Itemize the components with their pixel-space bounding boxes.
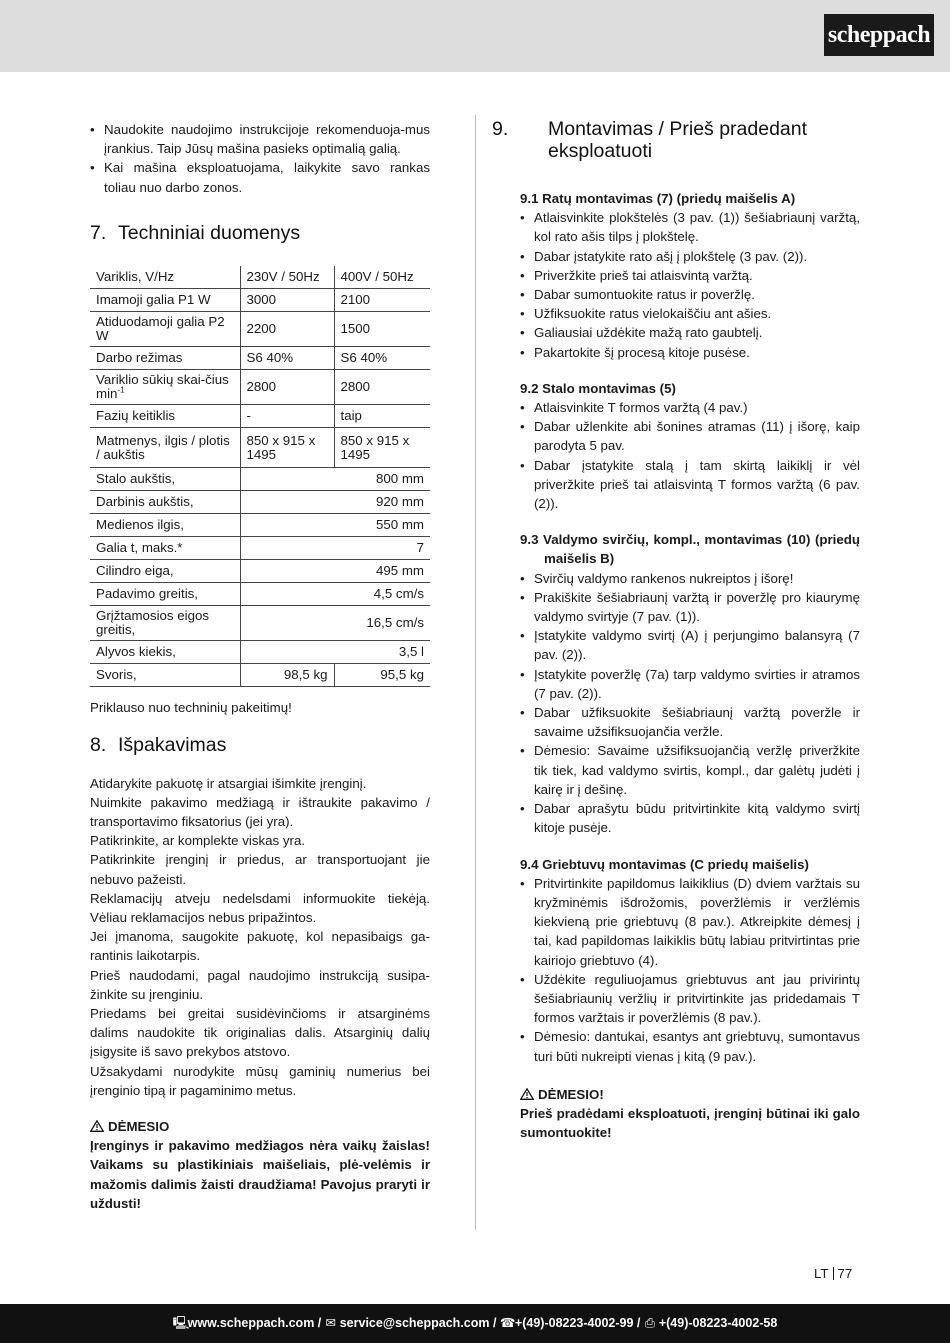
spec-label-text: Galia t, maks.* [96, 540, 183, 556]
list-item: • Dabar aprašytu būdu pritvirtinkite kitą valdymo svirtį kitoje pusėje. [520, 799, 860, 837]
header-band [0, 0, 950, 72]
spec-label [90, 312, 240, 347]
warning-title: DĖMESIO! [538, 1086, 604, 1102]
table-row [90, 606, 430, 641]
spec-label [90, 606, 240, 641]
spec-label-text: Padavimo greitis, [96, 586, 198, 602]
section-title: Techniniai duomenys [118, 221, 301, 244]
warning-icon [520, 1088, 534, 1100]
list-item: • Dabar sumontuokite ratus ir poveržlę. [520, 285, 860, 304]
spec-value-400v: 1500 [334, 312, 430, 347]
spec-label [90, 537, 240, 560]
spec-label-text: Cilindro eiga, [96, 563, 174, 579]
paragraph: Patikrinkite įrenginį ir priedus, ar transportuojant jie nebuvo pažeisti. [90, 852, 430, 887]
spec-label-text: Variklio sūkių skai-čius min [96, 372, 229, 402]
spec-value-230v: 850 x 915 x 1495 [240, 428, 334, 468]
paragraph: Užsakydami nurodykite mūsų gaminių numerius bei įrenginio tipą ir pagaminimo metus. [90, 1063, 430, 1098]
spec-value-400v: S6 40% [334, 347, 430, 370]
table-row [90, 312, 430, 347]
table-row [90, 583, 430, 606]
subsection-list [520, 874, 860, 1066]
list-item: • Dėmesio: dantukai, esantys ant griebtuvų, sumontavus turi būti nukreipti vienas į kitą (9 pav.). [520, 1027, 860, 1065]
footer-contact-bar: 🖳www.scheppach.com / ✉ service@scheppach.com / ☎+(49)-08223-4002-99 / ⎙ +(49)-08223-4002-58 [0, 1304, 950, 1343]
subsection-list [520, 569, 860, 838]
table-row [90, 468, 430, 491]
table-row [90, 289, 430, 312]
table-row [90, 664, 430, 687]
list-item: • Įstatykite poveržlę (7a) tarp valdymo svirties ir atramos (7 pav. (2)). [520, 665, 860, 703]
footer-web[interactable] [173, 1304, 315, 1343]
paragraph: Jei įmanoma, saugokite pakuotę, kol nepasibaigs ga-rantinis laikotarpis. [90, 929, 430, 964]
assembly-subsections [520, 189, 860, 1066]
spec-label-text: Stalo aukštis, [96, 471, 176, 487]
paragraph: Priedams bei greitai susidėvinčioms ir atsarginėms dalims naudokite tik originalias dalis. Atsarginių dalių įsigysite iš savo prekybos atstovo. [90, 1005, 430, 1060]
spec-value: 800 mm [240, 468, 430, 491]
list-item: • Dabar įstatykite stalą į tam skirtą laikiklį ir vėl priveržkite prieš tai atlaisvintą T formos varžtą (6 pav. (2)). [520, 456, 860, 514]
list-item: • Atlaisvinkite plokštelės (3 pav. (1)) šešiabriaunį varžtą, kol rato ašis tilps į plokštelę. [520, 208, 860, 246]
spec-label [90, 405, 240, 428]
spec-value: 7 [240, 537, 430, 560]
subsection-heading: 9.1 Ratų montavimas (7) (priedų maišelis A) [520, 191, 796, 206]
spec-value: 920 mm [240, 491, 430, 514]
section-7-heading [90, 222, 430, 244]
table-row [90, 428, 430, 468]
spec-label-text: Matmenys, ilgis / plotis / aukštis [96, 432, 230, 462]
brand-logo: scheppach [824, 14, 934, 56]
paragraph: Patikrinkite, ar komplekte viskas yra. [90, 833, 306, 849]
footer-email-text: service@scheppach.com [339, 1316, 490, 1330]
spec-value-230v: 98,5 kg [240, 664, 334, 687]
phone-icon: ☎ [499, 1316, 516, 1330]
list-item: • Pritvirtinkite papildomus laikiklius (D) dviem varžtais su kryžminėmis išdrožomis, poveržlėmis ir veržlėmis kiekvieną prie griebtuvų (8 pav.). Atkreipkite dėmesį į tai, kad papildomas laikiklis būtų labiau pritvirtintas prie kairiojo griebtuvo (4). [520, 874, 860, 970]
column-divider [475, 115, 476, 1230]
footer-web-text: www.scheppach.com [187, 1316, 315, 1330]
spec-label [90, 266, 240, 289]
subsection-heading: 9.4 Griebtuvų montavimas (C priedų maišelis) [520, 856, 809, 872]
subsection-heading: 9.3 Valdymo svirčių, kompl., montavimas (10) (priedų maišelis B) [520, 532, 860, 567]
intro-bullet-list [90, 120, 430, 197]
table-row [90, 537, 430, 560]
envelope-icon: ✉ [325, 1316, 336, 1330]
list-item: • Galiausiai uždėkite mažą rato gaubtelį. [520, 323, 860, 342]
page-language: LT [814, 1266, 829, 1281]
spec-label-text: Medienos ilgis, [96, 517, 184, 533]
table-row [90, 347, 430, 370]
spec-value-230v: S6 40% [240, 347, 334, 370]
left-column [90, 120, 430, 1213]
list-item: • Svirčių valdymo rankenos nukreiptos į išorę! [520, 569, 860, 588]
spec-value-230v: - [240, 405, 334, 428]
spec-table [90, 266, 430, 688]
right-column [492, 118, 860, 1142]
spec-value: 550 mm [240, 514, 430, 537]
spec-label [90, 664, 240, 687]
warning-title: DĖMESIO [108, 1118, 170, 1134]
spec-value-400v: 850 x 915 x 1495 [334, 428, 430, 468]
spec-value-230v: 2800 [240, 370, 334, 405]
section-title: Montavimas / Prieš pradedant eksploatuoti [548, 118, 808, 162]
list-item: • Dabar užlenkite abi šonines atramas (11) į išorę, kaip parodyta 5 pav. [520, 417, 860, 455]
spec-label-text: Fazių keitiklis [96, 408, 176, 424]
unpacking-text [90, 774, 430, 1100]
spec-label-text: Darbo režimas [96, 350, 183, 366]
page-number-divider [833, 1267, 834, 1280]
warning-heading [520, 1085, 860, 1104]
list-item: • Uždėkite reguliuojamus griebtuvus ant jau privirintų šešiabriaunių veržlių ir pritvirtinkite jas pridedamais T formos varžtais ir poveržlėmis (8 pav.). [520, 970, 860, 1028]
section-8-heading [90, 734, 430, 756]
footer-phone [500, 1304, 634, 1343]
spec-label-superscript: -1 [117, 385, 125, 395]
spec-label-text: Imamoji galia P1 W [96, 292, 211, 308]
paragraph: Reklamacijų atveju nedelsdami informuokite tiekėją. Vėliau reklamacijos nebus pripažintos. [90, 890, 430, 925]
footer-fax-text: +(49)-08223-4002-58 [658, 1316, 778, 1330]
spec-value-400v: 95,5 kg [334, 664, 430, 687]
computer-icon: 🖳 [172, 1316, 190, 1330]
spec-label-text: Grįžtamosios eigos greitis, [96, 608, 210, 638]
spec-value: 3,5 l [240, 641, 430, 664]
list-item: • Užfiksuokite ratus vielokaiščiu ant ašies. [520, 304, 860, 323]
spec-label-text: Alyvos kiekis, [96, 644, 176, 660]
table-row [90, 405, 430, 428]
page-number-value: 77 [837, 1266, 853, 1281]
warning-heading [90, 1117, 430, 1136]
warning-text: Prieš pradėdami eksploatuoti, įrenginį būtinai iki galo sumontuokite! [520, 1105, 860, 1141]
section-title: Išpakavimas [118, 733, 227, 756]
spec-value: 4,5 cm/s [240, 583, 430, 606]
spec-label [90, 370, 240, 405]
table-row [90, 491, 430, 514]
spec-label [90, 468, 240, 491]
paragraph: Nuimkite pakavimo medžiagą ir ištraukite pakavimo / transportavimo fiksatorius (jei yra). [90, 794, 430, 829]
list-item: • Priveržkite prieš tai atlaisvintą varžtą. [520, 266, 860, 285]
spec-value-230v: 3000 [240, 289, 334, 312]
table-row [90, 514, 430, 537]
spec-value-400v: taip [334, 405, 430, 428]
footer-fax [644, 1304, 778, 1343]
spec-label [90, 347, 240, 370]
spec-label-text: Variklis, V/Hz [96, 269, 175, 285]
table-row [90, 370, 430, 405]
section-number: 9. [492, 118, 509, 140]
spec-label-text: Atiduodamoji galia P2 W [96, 314, 225, 344]
spec-label [90, 560, 240, 583]
spec-label [90, 514, 240, 537]
spec-value-400v: 2800 [334, 370, 430, 405]
spec-label-text: Svoris, [96, 667, 137, 683]
section-9-heading [492, 118, 860, 162]
spec-label [90, 491, 240, 514]
spec-value: 16,5 cm/s [240, 606, 430, 641]
footer-phone-text: +(49)-08223-4002-99 [514, 1316, 634, 1330]
subsection-list [520, 208, 860, 362]
table-row [90, 266, 430, 289]
spec-label [90, 583, 240, 606]
subsection-list [520, 398, 860, 513]
subsection-heading: 9.2 Stalo montavimas (5) [520, 380, 676, 396]
section-number: 7. [90, 221, 107, 244]
spec-value-400v: 400V / 50Hz [334, 266, 430, 289]
list-item: • Kai mašina eksploatuojama, laikykite savo rankas toliau nuo darbo zonos. [90, 158, 430, 196]
list-item: • Dėmesio: Savaime užsifiksuojančią veržlę priveržkite tik tiek, kad valdymo svirtis, kompl., dar galėtų judėti į kairę ir į dešinę. [520, 741, 860, 799]
spec-value-230v: 230V / 50Hz [240, 266, 334, 289]
spec-label [90, 428, 240, 468]
spec-label-text: Darbinis aukštis, [96, 494, 194, 510]
spec-label [90, 289, 240, 312]
table-row [90, 641, 430, 664]
fax-icon: ⎙ [644, 1316, 655, 1330]
spec-note: Priklauso nuo techninių pakeitimų! [90, 700, 292, 716]
list-item: • Pakartokite šį procesą kitoje pusėse. [520, 343, 860, 362]
spec-label [90, 641, 240, 664]
paragraph: Atidarykite pakuotę ir atsargiai išimkite įrenginį. [90, 775, 367, 791]
spec-value-400v: 2100 [334, 289, 430, 312]
spec-value: 495 mm [240, 560, 430, 583]
list-item: • Atlaisvinkite T formos varžtą (4 pav.) [520, 398, 860, 417]
table-row [90, 560, 430, 583]
warning-icon [90, 1120, 104, 1132]
footer-email[interactable] [325, 1304, 490, 1343]
page-number [814, 1264, 852, 1283]
warning-text: Įrenginys ir pakavimo medžiagos nėra vaikų žaislas! Vaikams su plastikiniais maišeliais, plė-velėmis ir mažomis dalimis žaisti draudžiama! Pavojus praryti ir uždusti! [90, 1138, 430, 1211]
list-item: • Prakiškite šešiabriaunį varžtą ir poveržlę pro kiaurymę valdymo svirtyje (7 pav. (1)). [520, 588, 860, 626]
paragraph: Prieš naudodami, pagal naudojimo instrukciją susipa-žinkite su įrenginiu. [90, 967, 430, 1002]
list-item: • Įstatykite valdymo svirtį (A) į perjungimo balansyrą (7 pav. (2)). [520, 626, 860, 664]
list-item: • Dabar užfiksuokite šešiabriaunį varžtą poveržle ir savaime užsifiksuojančia veržle. [520, 703, 860, 741]
spec-value-230v: 2200 [240, 312, 334, 347]
list-item: • Dabar įstatykite rato ašį į plokštelę (3 pav. (2)). [520, 247, 860, 266]
section-number: 8. [90, 733, 107, 756]
list-item: • Naudokite naudojimo instrukcijoje rekomenduoja-mus įrankius. Taip Jūsų mašina pasieks optimalią galią. [90, 120, 430, 158]
